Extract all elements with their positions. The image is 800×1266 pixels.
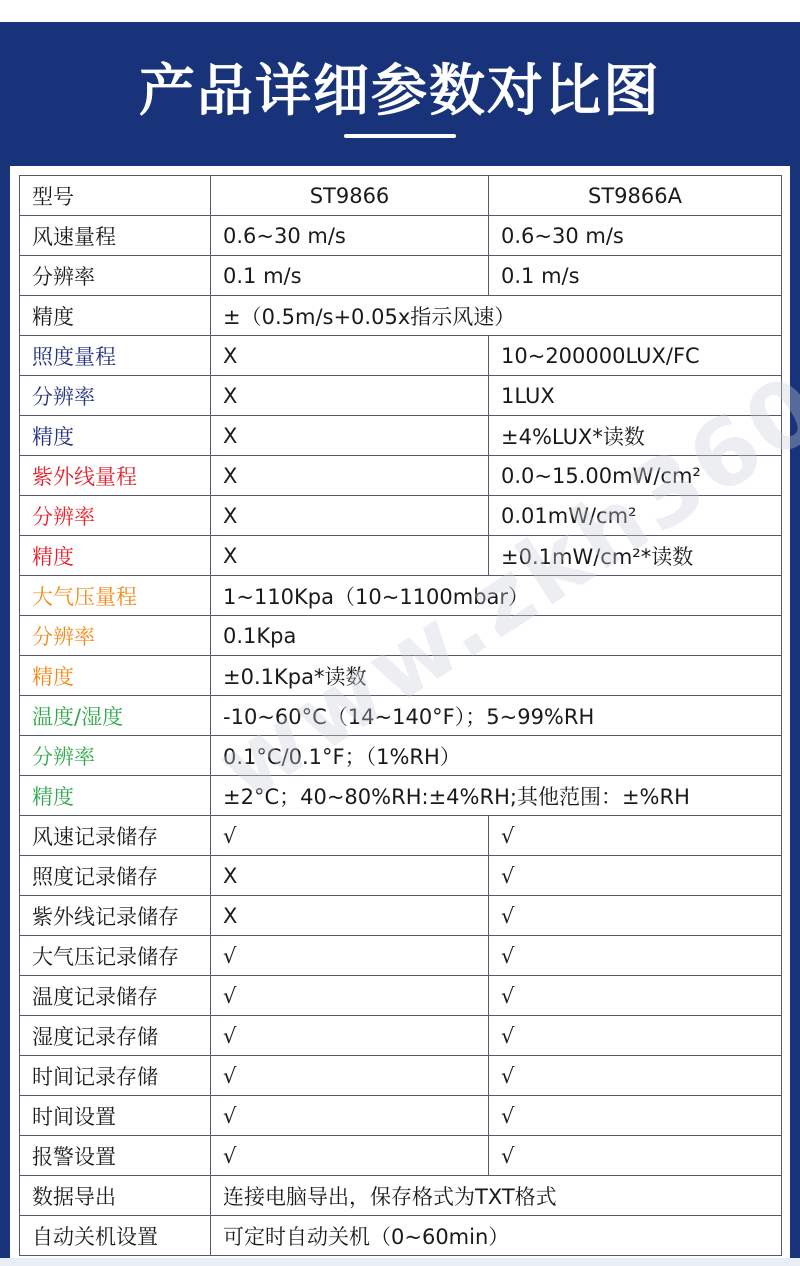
row-label: 分辨率 bbox=[20, 256, 211, 296]
row-label: 精度 bbox=[20, 416, 211, 456]
table-row bbox=[20, 1096, 782, 1136]
table-row bbox=[20, 656, 782, 696]
row-label: 分辨率 bbox=[20, 736, 211, 776]
table-row bbox=[20, 616, 782, 656]
row-value-st9866: X bbox=[211, 456, 489, 496]
row-value-shared: ±0.1Kpa*读数 bbox=[211, 656, 782, 696]
table-row bbox=[20, 456, 782, 496]
table-row bbox=[20, 256, 782, 296]
row-value-st9866a: √ bbox=[489, 936, 782, 976]
row-value-st9866: √ bbox=[211, 1016, 489, 1056]
table-row bbox=[20, 976, 782, 1016]
row-label: 分辨率 bbox=[20, 376, 211, 416]
row-label: 大气压量程 bbox=[20, 576, 211, 616]
row-label: 紫外线记录储存 bbox=[20, 896, 211, 936]
row-value-shared: ±2°C；40~80%RH:±4%RH;其他范围：±%RH bbox=[211, 776, 782, 816]
row-value-shared: 0.1°C/0.1°F；（1%RH） bbox=[211, 736, 782, 776]
table-row bbox=[20, 576, 782, 616]
table-row bbox=[20, 776, 782, 816]
row-value-st9866: X bbox=[211, 496, 489, 536]
row-value-st9866a: 10~200000LUX/FC bbox=[489, 336, 782, 376]
row-label: 分辨率 bbox=[20, 496, 211, 536]
row-label: 照度记录储存 bbox=[20, 856, 211, 896]
row-label: 报警设置 bbox=[20, 1136, 211, 1176]
row-value-st9866a: ±0.1mW/cm²*读数 bbox=[489, 536, 782, 576]
row-value-shared: 连接电脑导出，保存格式为TXT格式 bbox=[211, 1176, 782, 1216]
row-label: 温度/湿度 bbox=[20, 696, 211, 736]
table-header-row bbox=[20, 176, 782, 216]
row-value-st9866a: √ bbox=[489, 1056, 782, 1096]
row-value-st9866: √ bbox=[211, 1056, 489, 1096]
header-st9866: ST9866 bbox=[211, 176, 489, 216]
row-value-st9866: X bbox=[211, 376, 489, 416]
row-value-shared: 1~110Kpa（10~1100mbar） bbox=[211, 576, 782, 616]
spec-comparison-table bbox=[19, 175, 782, 1256]
row-value-st9866a: √ bbox=[489, 976, 782, 1016]
table-row bbox=[20, 896, 782, 936]
page-title: 产品详细参数对比图 bbox=[139, 59, 661, 124]
row-value-st9866a: ±4%LUX*读数 bbox=[489, 416, 782, 456]
row-value-st9866: 0.6~30 m/s bbox=[211, 216, 489, 256]
row-value-st9866: √ bbox=[211, 1136, 489, 1176]
row-label: 分辨率 bbox=[20, 616, 211, 656]
row-value-st9866a: √ bbox=[489, 856, 782, 896]
row-value-st9866: X bbox=[211, 856, 489, 896]
row-value-st9866: 0.1 m/s bbox=[211, 256, 489, 296]
table-row bbox=[20, 1136, 782, 1176]
row-value-shared: -10~60°C（14~140°F）；5~99%RH bbox=[211, 696, 782, 736]
row-value-st9866a: 0.6~30 m/s bbox=[489, 216, 782, 256]
row-value-st9866a: 1LUX bbox=[489, 376, 782, 416]
row-value-st9866a: √ bbox=[489, 1096, 782, 1136]
table-row bbox=[20, 536, 782, 576]
row-label: 时间记录存储 bbox=[20, 1056, 211, 1096]
row-label: 精度 bbox=[20, 296, 211, 336]
table-row bbox=[20, 1216, 782, 1256]
row-value-st9866: X bbox=[211, 336, 489, 376]
row-label: 湿度记录存储 bbox=[20, 1016, 211, 1056]
row-label: 照度量程 bbox=[20, 336, 211, 376]
row-value-st9866a: √ bbox=[489, 816, 782, 856]
row-value-st9866a: √ bbox=[489, 896, 782, 936]
row-value-st9866a: √ bbox=[489, 1016, 782, 1056]
row-label: 自动关机设置 bbox=[20, 1216, 211, 1256]
row-value-shared: 可定时自动关机（0~60min） bbox=[211, 1216, 782, 1256]
row-label: 温度记录储存 bbox=[20, 976, 211, 1016]
row-value-st9866: X bbox=[211, 416, 489, 456]
row-label: 风速量程 bbox=[20, 216, 211, 256]
row-label: 大气压记录储存 bbox=[20, 936, 211, 976]
row-label: 风速记录储存 bbox=[20, 816, 211, 856]
table-row bbox=[20, 1176, 782, 1216]
table-row bbox=[20, 416, 782, 456]
table-row bbox=[20, 936, 782, 976]
row-value-st9866: X bbox=[211, 896, 489, 936]
bottom-strip bbox=[0, 1258, 800, 1266]
row-label: 数据导出 bbox=[20, 1176, 211, 1216]
table-row bbox=[20, 736, 782, 776]
row-value-shared: ±（0.5m/s+0.05x指示风速） bbox=[211, 296, 782, 336]
title-underline bbox=[344, 134, 456, 138]
row-value-st9866: X bbox=[211, 536, 489, 576]
row-value-st9866: √ bbox=[211, 936, 489, 976]
row-label: 精度 bbox=[20, 536, 211, 576]
table-row bbox=[20, 1016, 782, 1056]
row-label: 时间设置 bbox=[20, 1096, 211, 1136]
row-value-st9866a: 0.01mW/cm² bbox=[489, 496, 782, 536]
table-row bbox=[20, 336, 782, 376]
table-row bbox=[20, 696, 782, 736]
table-row bbox=[20, 856, 782, 896]
row-value-st9866: √ bbox=[211, 1096, 489, 1136]
row-label: 精度 bbox=[20, 656, 211, 696]
table-row bbox=[20, 496, 782, 536]
header-st9866a: ST9866A bbox=[489, 176, 782, 216]
row-value-st9866a: 0.0~15.00mW/cm² bbox=[489, 456, 782, 496]
header-model: 型号 bbox=[20, 176, 211, 216]
table-row bbox=[20, 216, 782, 256]
row-label: 精度 bbox=[20, 776, 211, 816]
row-value-st9866: √ bbox=[211, 976, 489, 1016]
row-value-st9866: √ bbox=[211, 816, 489, 856]
row-value-shared: 0.1Kpa bbox=[211, 616, 782, 656]
row-value-st9866a: 0.1 m/s bbox=[489, 256, 782, 296]
table-row bbox=[20, 1056, 782, 1096]
table-row bbox=[20, 816, 782, 856]
table-row bbox=[20, 376, 782, 416]
row-value-st9866a: √ bbox=[489, 1136, 782, 1176]
row-label: 紫外线量程 bbox=[20, 456, 211, 496]
table-row bbox=[20, 296, 782, 336]
